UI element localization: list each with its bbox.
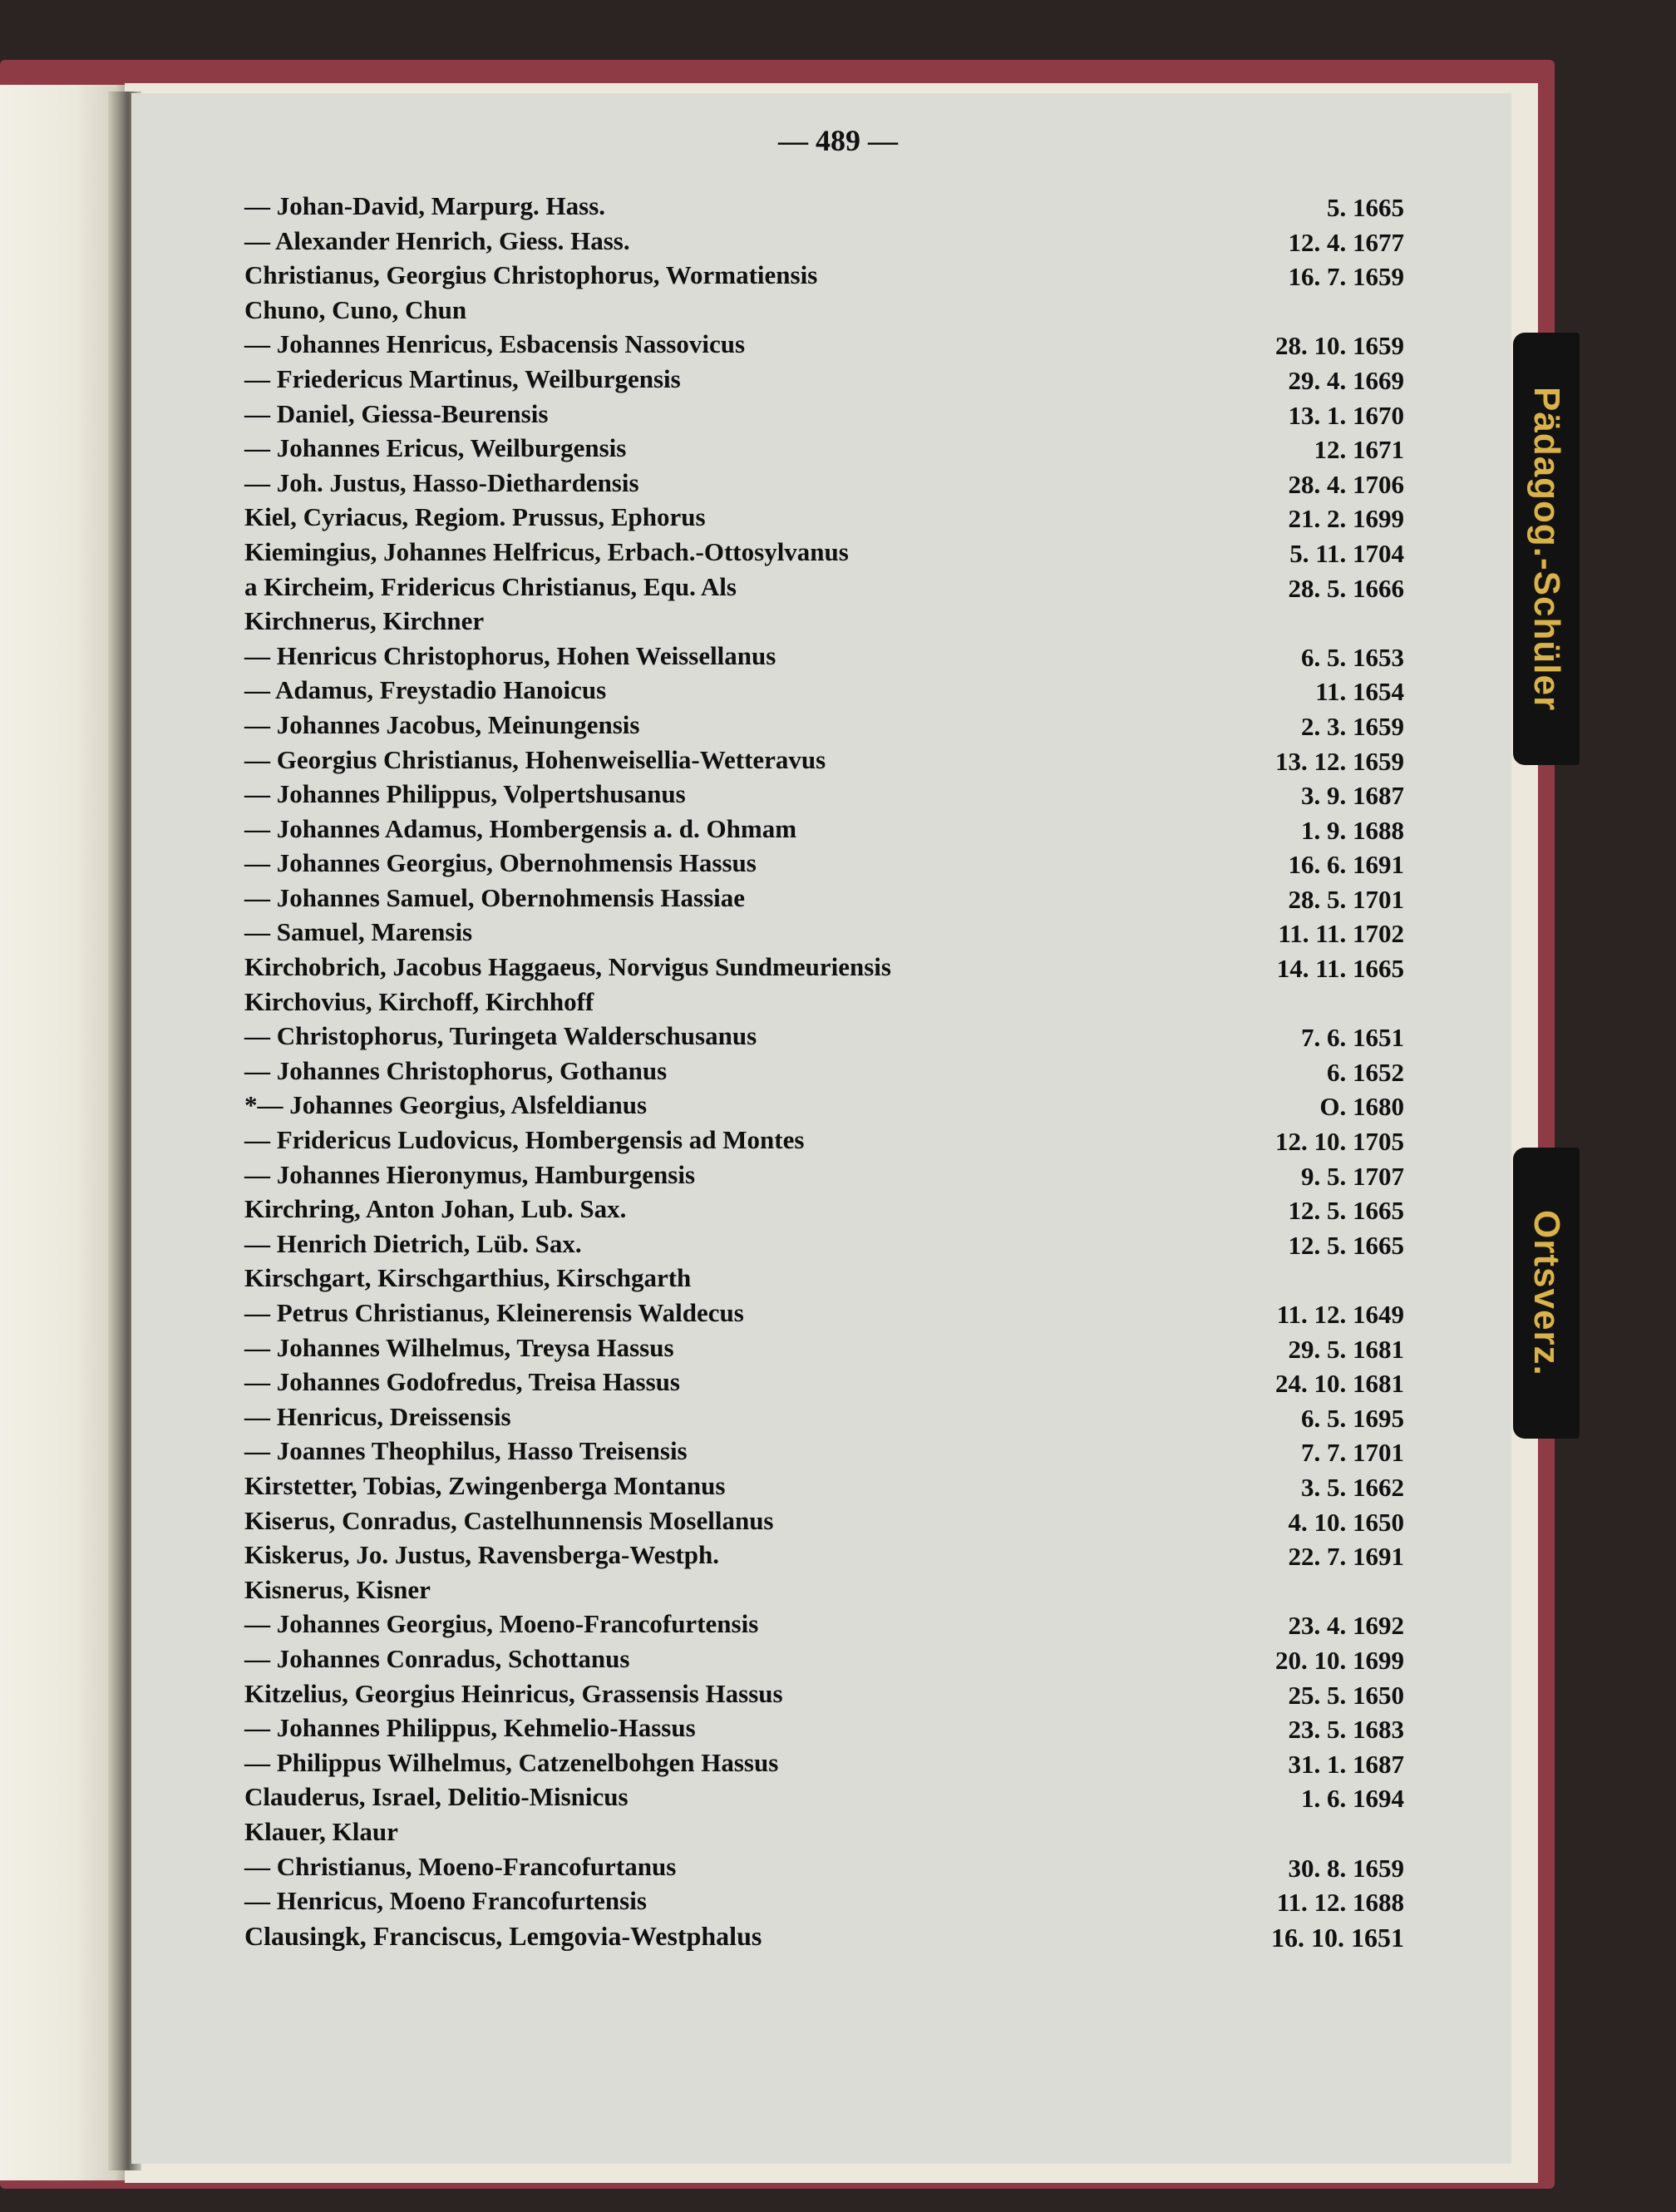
register-entry xyxy=(244,1263,1404,1298)
entry-date: 12. 5. 1665 xyxy=(1288,1230,1404,1260)
register-entry xyxy=(244,1921,1404,1956)
entry-name: Kirschgart, Kirschgarthius, Kirschgarth xyxy=(244,1263,692,1293)
entry-date: 25. 5. 1650 xyxy=(1288,1680,1404,1710)
register-entry xyxy=(244,745,1404,780)
register-entry xyxy=(244,1817,1404,1852)
entry-name: — Henricus Christophorus, Hohen Weissellanus xyxy=(244,640,776,670)
entry-date: 5. 1665 xyxy=(1327,193,1404,222)
register-entry xyxy=(244,1160,1404,1195)
entry-date: 9. 5. 1707 xyxy=(1301,1161,1404,1191)
register-entry xyxy=(244,1679,1404,1714)
register-entry xyxy=(244,710,1404,745)
index-tab-paedagog-label: Pädagog.-Schüler xyxy=(1526,386,1567,712)
entry-date: 11. 11. 1702 xyxy=(1278,919,1404,949)
register-entry xyxy=(244,1886,1404,1921)
register-entry xyxy=(244,1402,1404,1437)
register-entry xyxy=(244,606,1404,641)
entry-name: Klauer, Klaur xyxy=(244,1816,398,1846)
entry-date: 31. 1. 1687 xyxy=(1288,1749,1404,1779)
entry-date: 12. 5. 1665 xyxy=(1288,1196,1404,1226)
register-entry xyxy=(244,779,1404,814)
register-entry xyxy=(244,675,1404,710)
entry-date: 1. 6. 1694 xyxy=(1301,1784,1404,1814)
entry-name: — Daniel, Giessa-Beurensis xyxy=(244,398,549,428)
entry-name: — Joh. Justus, Hasso-Diethardensis xyxy=(244,467,639,497)
entry-name: — Johannes Godofredus, Treisa Hassus xyxy=(244,1367,680,1397)
entry-name: — Fridericus Ludovicus, Hombergensis ad Montes xyxy=(244,1125,805,1155)
register-entry xyxy=(244,1436,1404,1471)
entry-name: — Johannes Jacobus, Meinungensis xyxy=(244,709,640,739)
entry-date: 28. 10. 1659 xyxy=(1275,331,1404,361)
entry-name: — Henricus, Dreissensis xyxy=(244,1401,511,1431)
entry-name: — Johannes Ericus, Weilburgensis xyxy=(244,433,627,463)
entry-name: Clauderus, Israel, Delitio-Misnicus xyxy=(244,1782,628,1812)
entry-name: — Petrus Christianus, Kleinerensis Waldecus xyxy=(244,1298,744,1327)
entry-name: — Johannes Conradus, Schottanus xyxy=(244,1643,630,1673)
register-entry xyxy=(244,1021,1404,1056)
register-entry xyxy=(244,295,1404,330)
entry-date: 16. 10. 1651 xyxy=(1271,1922,1404,1953)
register-entry xyxy=(244,1194,1404,1229)
register-entry xyxy=(244,1575,1404,1610)
entry-name: — Henrich Dietrich, Lüb. Sax. xyxy=(244,1228,582,1258)
entry-name: — Alexander Henrich, Giess. Hass. xyxy=(244,225,630,255)
entry-name: — Johannes Hieronymus, Hamburgensis xyxy=(244,1159,696,1189)
entry-name: Kiserus, Conradus, Castelhunnensis Mosellanus xyxy=(244,1505,774,1535)
entry-name: Kirchring, Anton Johan, Lub. Sax. xyxy=(244,1194,627,1224)
entry-date: 16. 7. 1659 xyxy=(1288,262,1404,292)
entry-name: — Johannes Georgius, Moeno-Francofurtensis xyxy=(244,1609,759,1639)
register-entry xyxy=(244,1471,1404,1506)
register-entry xyxy=(244,917,1404,952)
entry-date: 3. 9. 1687 xyxy=(1301,781,1404,811)
page-number: — 489 — xyxy=(778,124,898,157)
entry-date: 5. 11. 1704 xyxy=(1289,538,1404,568)
entry-date: 11. 1654 xyxy=(1315,677,1404,707)
entry-date: 12. 4. 1677 xyxy=(1288,227,1404,257)
register-entry xyxy=(244,1713,1404,1748)
register-entry xyxy=(244,1125,1404,1160)
entry-date: 12. 10. 1705 xyxy=(1275,1127,1404,1157)
entry-date: 13. 1. 1670 xyxy=(1288,400,1404,430)
entry-name: Kirchobrich, Jacobus Haggaeus, Norvigus Sundmeuriensis xyxy=(244,952,891,982)
entry-name: Kirchovius, Kirchoff, Kirchhoff xyxy=(244,986,594,1016)
entry-date: 11. 12. 1688 xyxy=(1276,1888,1404,1918)
entry-name: *— Johannes Georgius, Alsfeldianus xyxy=(244,1090,648,1120)
entry-name: Chuno, Cuno, Chun xyxy=(244,294,467,324)
entry-name: — Samuel, Marensis xyxy=(244,917,473,947)
entry-date: 21. 2. 1699 xyxy=(1288,504,1404,534)
entry-name: — Johannes Philippus, Kehmelio-Hassus xyxy=(244,1713,696,1743)
entry-name: — Christophorus, Turingeta Walderschusanus xyxy=(244,1021,757,1051)
register-entry xyxy=(244,1782,1404,1817)
register-entry xyxy=(244,1609,1404,1644)
register-entry xyxy=(244,848,1404,883)
entry-name: Kiemingius, Johannes Helfricus, Erbach.-Ottosylvanus xyxy=(244,536,849,566)
entry-name: Kirchnerus, Kirchner xyxy=(244,606,485,636)
register-entry xyxy=(244,1644,1404,1679)
register-entry xyxy=(244,1298,1404,1333)
entry-name: Kitzelius, Georgius Heinricus, Grassensis Hassus xyxy=(244,1678,783,1708)
register-entry xyxy=(244,468,1404,503)
entry-date: 6. 5. 1695 xyxy=(1301,1403,1404,1433)
entry-name: Kisnerus, Kisner xyxy=(244,1574,431,1604)
register-entry xyxy=(244,1367,1404,1402)
register-entries xyxy=(244,191,1404,1955)
entry-date: 3. 5. 1662 xyxy=(1301,1472,1404,1502)
entry-name: — Johannes Samuel, Obernohmensis Hassiae xyxy=(244,882,746,912)
register-entry xyxy=(244,1333,1404,1368)
register-entry xyxy=(244,260,1404,295)
register-entry xyxy=(244,1748,1404,1783)
entry-name: — Henricus, Moeno Francofurtensis xyxy=(244,1886,647,1916)
entry-date: 30. 8. 1659 xyxy=(1288,1853,1404,1883)
entry-name: — Johan-David, Marpurg. Hass. xyxy=(244,191,606,220)
entry-date: 28. 4. 1706 xyxy=(1288,469,1404,499)
entry-name: — Adamus, Freystadio Hanoicus xyxy=(244,675,607,705)
index-tab-ortsverz[interactable] xyxy=(1513,1148,1580,1439)
entry-date: 23. 5. 1683 xyxy=(1288,1715,1404,1745)
entry-date: 11. 12. 1649 xyxy=(1276,1300,1404,1329)
entry-date: 22. 7. 1691 xyxy=(1288,1542,1404,1572)
entry-date: 1. 9. 1688 xyxy=(1301,815,1404,845)
entry-name: — Philippus Wilhelmus, Catzenelbohgen Hassus xyxy=(244,1747,779,1777)
entry-name: — Johannes Georgius, Obernohmensis Hassus xyxy=(244,848,757,878)
register-entry xyxy=(244,1506,1404,1541)
entry-name: — Johannes Adamus, Hombergensis a. d. Ohmam xyxy=(244,813,797,843)
entry-date: 6. 5. 1653 xyxy=(1301,642,1404,672)
entry-name: — Johannes Philippus, Volpertshusanus xyxy=(244,779,686,809)
register-entry xyxy=(244,364,1404,399)
register-entry xyxy=(244,1852,1404,1887)
register-entry xyxy=(244,226,1404,261)
entry-date: 6. 1652 xyxy=(1327,1057,1404,1087)
register-entry xyxy=(244,329,1404,364)
entry-name: a Kircheim, Fridericus Christianus, Equ. Als xyxy=(244,571,737,601)
register-entry xyxy=(244,814,1404,849)
entry-name: — Johannes Christophorus, Gothanus xyxy=(244,1055,668,1085)
register-entry xyxy=(244,1090,1404,1125)
entry-name: Kirstetter, Tobias, Zwingenberga Montanus xyxy=(244,1470,726,1500)
entry-name: Clausingk, Franciscus, Lemgovia-Westphalus xyxy=(244,1920,762,1951)
entry-name: — Friedericus Martinus, Weilburgensis xyxy=(244,363,681,393)
register-entry xyxy=(244,641,1404,676)
index-tab-paedagog[interactable] xyxy=(1513,333,1580,765)
entry-date: 29. 5. 1681 xyxy=(1288,1334,1404,1364)
register-entry xyxy=(244,1540,1404,1575)
entry-date: 7. 6. 1651 xyxy=(1301,1023,1404,1053)
left-page-edge xyxy=(0,85,125,2180)
entry-date: 28. 5. 1666 xyxy=(1288,573,1404,603)
entry-date: O. 1680 xyxy=(1319,1092,1404,1122)
entry-date: 14. 11. 1665 xyxy=(1276,954,1404,984)
entry-date: 23. 4. 1692 xyxy=(1288,1611,1404,1641)
entry-date: 7. 7. 1701 xyxy=(1301,1438,1404,1468)
register-entry xyxy=(244,572,1404,607)
register-entry xyxy=(244,502,1404,537)
entry-name: — Christianus, Moeno-Francofurtanus xyxy=(244,1851,677,1881)
register-entry xyxy=(244,537,1404,572)
entry-date: 24. 10. 1681 xyxy=(1275,1369,1404,1399)
entry-name: Kiskerus, Jo. Justus, Ravensberga-Westph. xyxy=(244,1540,719,1570)
entry-date: 13. 12. 1659 xyxy=(1275,746,1404,776)
entry-name: — Johannes Wilhelmus, Treysa Hassus xyxy=(244,1332,674,1362)
entry-date: 29. 4. 1669 xyxy=(1288,365,1404,395)
register-entry xyxy=(244,987,1404,1022)
entry-date: 2. 3. 1659 xyxy=(1301,711,1404,741)
entry-date: 28. 5. 1701 xyxy=(1288,884,1404,914)
index-tab-ortsverz-label: Ortsverz. xyxy=(1526,1210,1567,1376)
entry-name: Kiel, Cyriacus, Regiom. Prussus, Ephorus xyxy=(244,502,706,532)
register-entry xyxy=(244,433,1404,468)
entry-date: 12. 1671 xyxy=(1314,435,1404,465)
entry-date: 16. 6. 1691 xyxy=(1288,850,1404,880)
register-entry xyxy=(244,883,1404,918)
register-entry xyxy=(244,399,1404,434)
entry-name: Christianus, Georgius Christophorus, Wormatiensis xyxy=(244,260,818,290)
register-entry xyxy=(244,1056,1404,1091)
register-entry xyxy=(244,1229,1404,1264)
entry-date: 20. 10. 1699 xyxy=(1275,1645,1404,1675)
entry-name: — Georgius Christianus, Hohenweisellia-Wetteravus xyxy=(244,744,826,774)
entry-name: — Johannes Henricus, Esbacensis Nassovicus xyxy=(244,329,746,359)
register-entry xyxy=(244,952,1404,987)
entry-date: 4. 10. 1650 xyxy=(1288,1507,1404,1537)
entry-name: — Joannes Theophilus, Hasso Treisensis xyxy=(244,1436,688,1466)
register-entry xyxy=(244,191,1404,226)
